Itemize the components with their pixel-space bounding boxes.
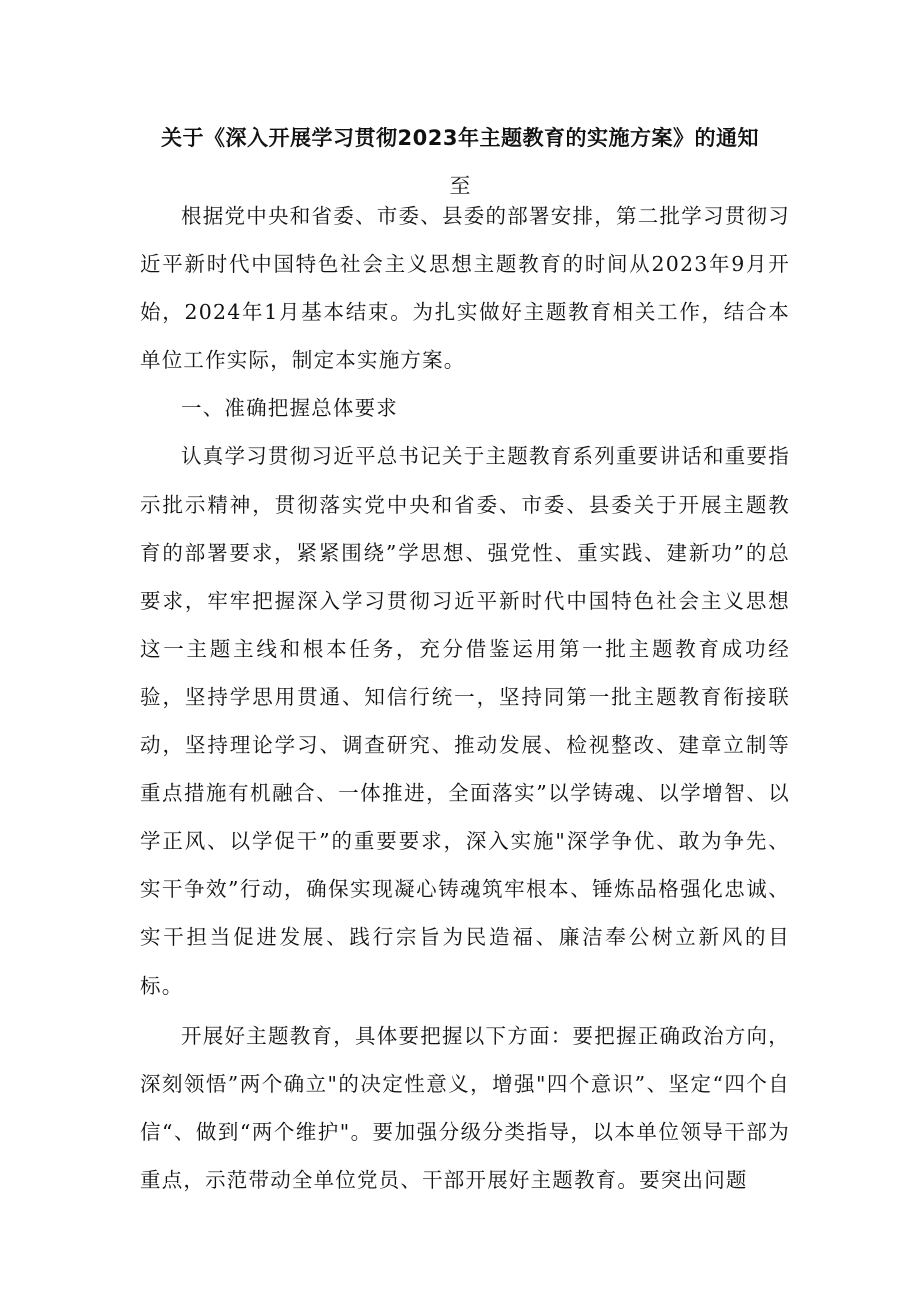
paragraph-intro: 根据党中央和省委、市委、县委的部署安排，第二批学习贯彻习近平新时代中国特色社会主义思想主题教育的时间从2023年9月开始，2024年1月基本结束。为扎实做好主题教育相关工作，结合本单位工作实际，制定本实施方案。: [140, 204, 790, 373]
paragraph-key-aspects: 开展好主题教育，具体要把握以下方面：要把握正确政治方向，深刻领悟”两个确立"的决定性意义，增强"四个意识”、坚定“四个自信“、做到“两个维护"。要加强分级分类指导，以本单位领导干部为重点，示范带动全单位党员、干部开展好主题教育。要突出问题: [140, 1023, 790, 1192]
document-title: 关于《深入开展学习贯彻2023年主题教育的实施方案》的通知: [161, 126, 759, 150]
document-body: [140, 192, 790, 1204]
section-heading-1: 一、准确把握总体要求: [181, 396, 398, 421]
paragraph-general-requirements: 认真学习贯彻习近平总书记关于主题教育系列重要讲话和重要指示批示精神，贯彻落实党中央和省委、市委、县委关于开展主题教育的部署要求，紧紧围绕”学思想、强党性、重实践、建新功”的总要求，牢牢把握深入学习贯彻习近平新时代中国特色社会主义思想这一主题主线和根本任务，充分借鉴运用第一批主题教育成功经验，坚持学思用贯通、知信行统一，坚持同第一批主题教育衔接联动，坚持理论学习、调查研究、推动发展、检视整改、建章立制等重点措施有机融合、一体推进，全面落实”以学铸魂、以学增智、以学正风、以学促干”的重要要求，深入实施"深学争优、敢为争先、实干争效”行动，确保实现凝心铸魂筑牢根本、锤炼品格强化忠诚、实干担当促进发展、践行宗旨为民造福、廉洁奉公树立新风的目标。: [140, 444, 790, 998]
salutation: 至: [449, 174, 471, 198]
